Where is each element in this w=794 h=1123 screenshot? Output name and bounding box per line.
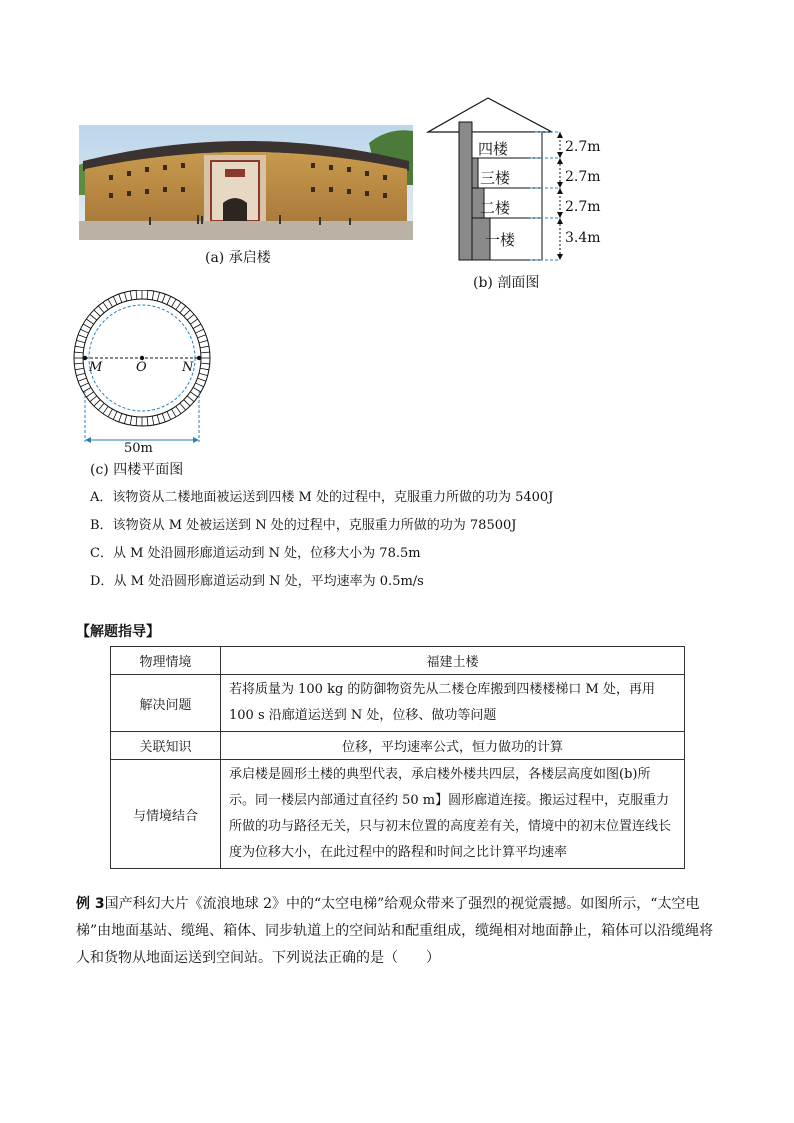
table-row xyxy=(111,647,685,675)
option-letter: B． xyxy=(90,518,113,533)
table-row xyxy=(111,760,685,869)
table-row xyxy=(111,675,685,732)
row-value: 位移，平均速率公式，恒力做功的计算 xyxy=(221,732,685,760)
floor-label: 一楼 xyxy=(485,231,516,249)
option-letter: C． xyxy=(90,546,113,561)
section-caption: (b) 剖面图 xyxy=(473,275,540,291)
floor-plan-diagram xyxy=(70,290,215,460)
plan-caption: (c) 四楼平面图 xyxy=(90,462,184,478)
height-label: 2.7m xyxy=(565,169,601,185)
height-label: 2.7m xyxy=(565,139,601,155)
floor-label: 三楼 xyxy=(480,169,511,187)
point-n-label: N xyxy=(182,360,194,375)
row-value: 承启楼是圆形土楼的典型代表，承启楼外楼共四层，各楼层高度如图(b)所示。同一楼层内部通过直径约 50 m】圆形廊道连接。搬运过程中，克服重力所做的功与路径无关，只与初末位置的高度差有关，情境中的初末位置连线长度为位移大小，在此过程中的路程和时间之比计算平均速率 xyxy=(221,760,685,869)
row-key: 与情境结合 xyxy=(111,760,221,869)
example-3 xyxy=(76,891,726,972)
photo-caption: (a) 承启楼 xyxy=(205,250,271,266)
option-text: 从 M 处沿圆形廊道运动到 N 处，位移大小为 78.5m xyxy=(112,546,421,561)
option-c xyxy=(90,542,421,561)
row-value: 若将质量为 100 kg 的防御物资先从二楼仓库搬到四楼楼梯口 M 处，再用 100 s 沿廊道运送到 N 处，位移、做功等问题 xyxy=(221,675,685,732)
diameter-label: 50m xyxy=(124,441,153,456)
option-letter: A． xyxy=(90,490,113,505)
example-label: 例 3 xyxy=(76,896,105,912)
option-b xyxy=(90,514,516,533)
option-text: 从 M 处沿圆形廊道运动到 N 处，平均速率为 0.5m/s xyxy=(113,574,424,589)
example-text: 国产科幻大片《流浪地球 2》中的“太空电梯”给观众带来了强烈的视觉震撼。如图所示，“太空电梯”由地面基站、缆绳、箱体、同步轨道上的空间站和配重组成，缆绳相对地面静止，箱体可以沿缆绳将人和货物从地面运送到空间站。下列说法正确的是（ ） xyxy=(76,896,714,966)
height-label: 2.7m xyxy=(565,199,601,215)
floor-label: 四楼 xyxy=(478,140,509,158)
row-key: 关联知识 xyxy=(111,732,221,760)
option-text: 该物资从二楼地面被运送到四楼 M 处的过程中，克服重力所做的功为 5400J xyxy=(112,490,554,505)
floor-label: 二楼 xyxy=(480,199,511,217)
option-a xyxy=(90,486,553,505)
option-letter: D． xyxy=(90,574,114,589)
guide-title: 【解题指导】 xyxy=(76,624,160,640)
height-label: 3.4m xyxy=(565,230,601,246)
section-diagram xyxy=(425,95,625,270)
point-m-label: M xyxy=(89,360,103,375)
option-text: 该物资从 M 处被运送到 N 处的过程中，克服重力所做的功为 78500J xyxy=(112,518,517,533)
row-key: 解决问题 xyxy=(111,675,221,732)
guide-table xyxy=(110,646,685,869)
chengqi-building-photo xyxy=(79,125,413,240)
table-row xyxy=(111,732,685,760)
row-key: 物理情境 xyxy=(111,647,221,675)
option-d xyxy=(90,570,424,589)
row-value: 福建土楼 xyxy=(221,647,685,675)
point-o-label: O xyxy=(136,360,147,375)
